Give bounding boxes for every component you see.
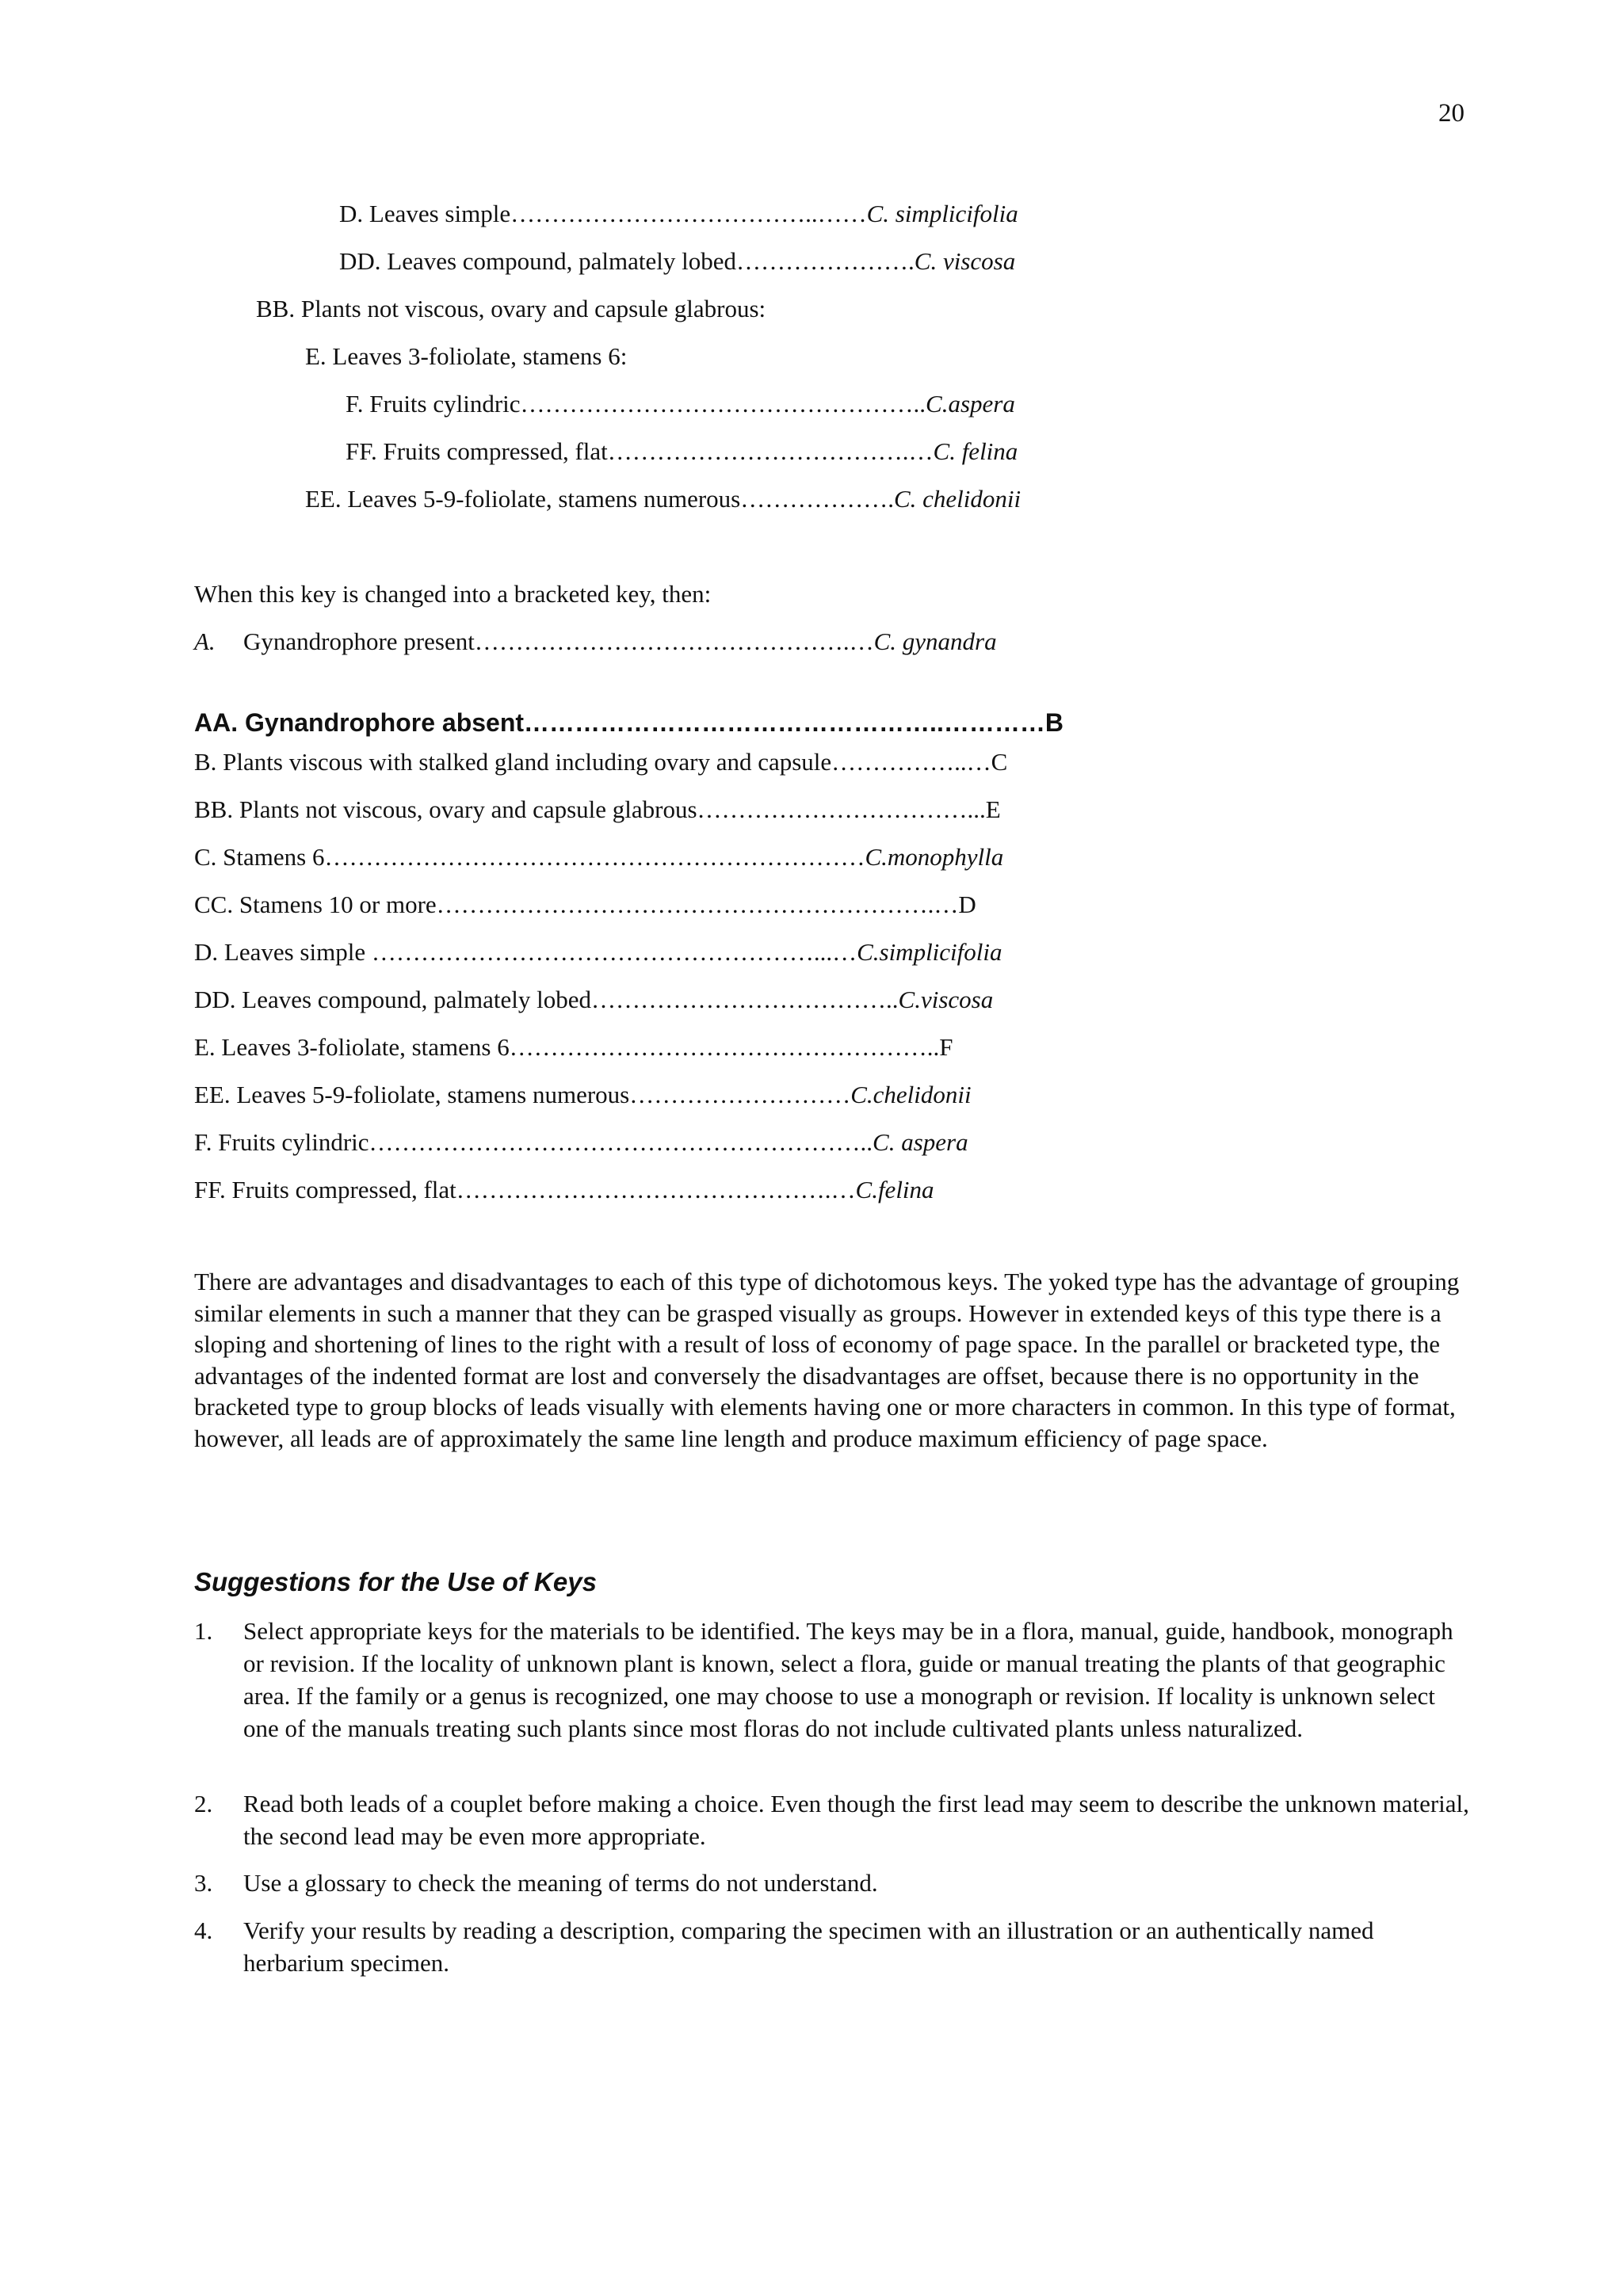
yoked-key-lead-d xyxy=(339,198,1018,230)
list-text: Read both leads of a couplet before making a choice. Even though the first lead may seem to describe the unknown material, the second lead may be even more appropriate. xyxy=(243,1790,1469,1850)
bracketed-lead-a xyxy=(194,626,997,658)
bracketed-lead-c xyxy=(194,841,1003,873)
lead-text: E. Leaves 3-foliolate, stamens 6: xyxy=(305,342,628,370)
lead-text: F. Fruits cylindric………………………………………….. xyxy=(346,390,926,418)
bracketed-lead-ee xyxy=(194,1079,972,1111)
list-number: 3. xyxy=(194,1869,213,1897)
list-text: Select appropriate keys for the materials to be identified. The keys may be in a flora, manual, guide, handbook, monograph or revision. If the locality of unknown plant is known, select a flora, guide or manual treating the plants of that geographic area. If the family or a genus is recognized, one may choose to use a monograph or revision. If locality is unknown select one of the manuals treating such plants since most floras do not include cultivated plants unless naturalized. xyxy=(243,1617,1453,1742)
yoked-key-lead-bb xyxy=(256,293,766,325)
taxon-name: C.monophylla xyxy=(865,843,1004,871)
lead-text: C. Stamens 6………………………………………………………… xyxy=(194,843,865,871)
bracketed-lead-e xyxy=(194,1032,953,1063)
lead-text: FF. Fruits compressed, flat……………………………………….… xyxy=(194,1176,856,1203)
lead-text: Gynandrophore present……………………………………….… xyxy=(243,627,874,655)
lead-text: DD. Leaves compound, palmately lobed……………………………….. xyxy=(194,986,899,1013)
bracketed-lead-f xyxy=(194,1127,968,1158)
lead-text: FF. Fruits compressed, flat……………………………….… xyxy=(346,437,934,465)
taxon-name: C.aspera xyxy=(926,390,1015,418)
bracketed-lead-dd xyxy=(194,984,993,1016)
bracketed-lead-d xyxy=(194,936,1002,968)
yoked-key-lead-ee xyxy=(305,483,1021,515)
taxon-name: C. simplicifolia xyxy=(866,200,1018,227)
lead-text: BB. Plants not viscous, ovary and capsule glabrous……………………………...E xyxy=(194,795,1001,823)
body-paragraph: There are advantages and disadvantages to each of this type of dichotomous keys. The yoked type has the advantage of grouping similar elements in such a manner that they can be grasped visually as groups. However in extended keys of this type there is a sloping and shortening of lines to the right with a result of loss of economy of page space. In the parallel or bracketed type, the advantages of the indented format are lost and conversely the disadvantages are offset, because there is no opportunity in the bracketed type to group blocks of leads visually with elements having one or more characters in common. In this type of format, however, all leads are of approximately the same line length and produce maximum efficiency of page space. xyxy=(194,1268,1460,1452)
lead-text: F. Fruits cylindric…………………………………………………….. xyxy=(194,1128,873,1156)
bracketed-lead-aa: AA. Gynandrophore absent…………………………………………..…………B xyxy=(194,708,1064,737)
bracketed-lead-b xyxy=(194,746,1007,778)
yoked-key-lead-ff xyxy=(346,436,1018,467)
bracketed-lead-ff xyxy=(194,1174,934,1206)
section-heading: Suggestions for the Use of Keys xyxy=(194,1567,597,1596)
lead-text: EE. Leaves 5-9-foliolate, stamens numerous………………. xyxy=(305,485,894,513)
taxon-name: C. felina xyxy=(933,437,1018,465)
taxon-name: C.viscosa xyxy=(898,986,994,1013)
taxon-name: C. aspera xyxy=(873,1128,968,1156)
taxon-name: C.simplicifolia xyxy=(857,938,1002,966)
lead-text: E. Leaves 3-foliolate, stamens 6……………………………………………..F xyxy=(194,1033,953,1061)
bracketed-lead-bb xyxy=(194,794,1001,826)
lead-label: A. xyxy=(194,627,216,655)
taxon-name: C.felina xyxy=(855,1176,934,1203)
bracketed-lead-cc xyxy=(194,889,976,921)
lead-text: B. Plants viscous with stalked gland including ovary and capsule……………..…C xyxy=(194,748,1008,776)
list-number: 4. xyxy=(194,1917,213,1944)
taxon-name: C. gynandra xyxy=(873,627,997,655)
lead-text: D. Leaves simple ………………………………………………...… xyxy=(194,938,857,966)
list-number: 1. xyxy=(194,1617,213,1645)
taxon-name: C. viscosa xyxy=(914,247,1016,275)
lead-text: EE. Leaves 5-9-foliolate, stamens numerous……………………… xyxy=(194,1081,851,1108)
taxon-name: C. chelidonii xyxy=(893,485,1022,513)
lead-text: D. Leaves simple………………………………..…… xyxy=(339,200,867,227)
lead-text: DD. Leaves compound, palmately lobed…………………. xyxy=(339,247,915,275)
page-number: 20 xyxy=(1438,99,1465,128)
lead-text: BB. Plants not viscous, ovary and capsule glabrous: xyxy=(256,295,766,322)
yoked-key-lead-dd xyxy=(339,246,1015,277)
yoked-key-lead-e xyxy=(305,341,627,372)
list-number: 2. xyxy=(194,1790,213,1817)
taxon-name: C.chelidonii xyxy=(850,1081,972,1108)
bracketed-intro: When this key is changed into a bracketed key, then: xyxy=(194,580,712,608)
yoked-key-lead-f xyxy=(346,388,1015,420)
lead-text: CC. Stamens 10 or more…………………………………………………….…D xyxy=(194,891,976,918)
list-text: Use a glossary to check the meaning of terms do not understand. xyxy=(243,1869,878,1897)
list-text: Verify your results by reading a description, comparing the specimen with an illustration or an authentically named herbarium specimen. xyxy=(243,1917,1374,1977)
